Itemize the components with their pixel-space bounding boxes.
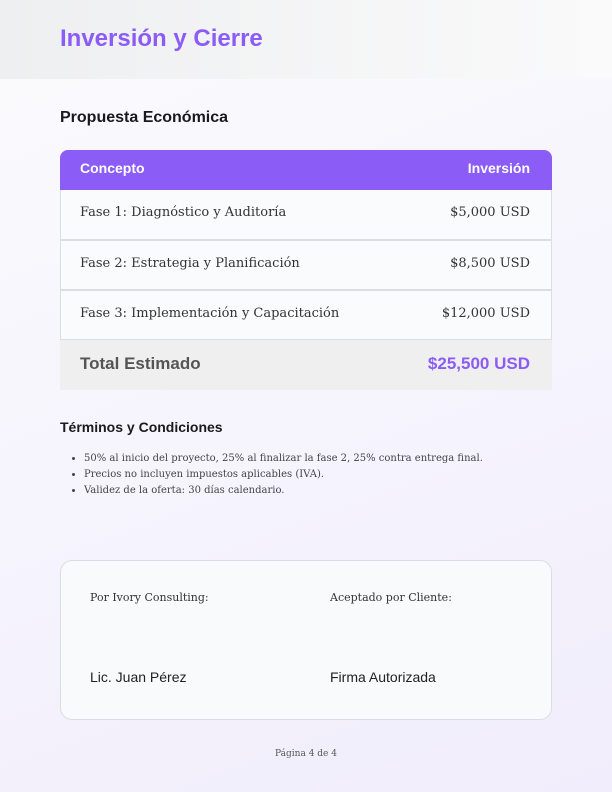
signature-label-company: Por Ivory Consulting:	[90, 591, 209, 604]
table-row	[60, 190, 552, 240]
section-heading-proposal: Propuesta Económica	[60, 109, 229, 126]
page-header	[0, 0, 612, 79]
concept-cell: Fase 3: Implementación y Capacitación	[80, 305, 340, 321]
amount-cell: $8,500 USD	[450, 255, 530, 271]
section-heading-terms: Términos y Condiciones	[60, 419, 223, 435]
investment-table	[60, 150, 552, 390]
total-value: $25,500 USD	[427, 354, 530, 373]
signature-box	[60, 560, 552, 720]
table-row	[60, 290, 552, 340]
signature-name-client: Firma Autorizada	[330, 669, 436, 685]
concept-cell: Fase 2: Estrategia y Planificación	[80, 255, 300, 271]
table-header	[60, 150, 552, 190]
page-title: Inversión y Cierre	[60, 25, 263, 52]
total-label: Total Estimado	[80, 354, 201, 373]
page-number: Página 4 de 4	[275, 749, 337, 759]
terms-list	[84, 451, 483, 499]
amount-cell: $12,000 USD	[441, 305, 530, 321]
signature-label-client: Aceptado por Cliente:	[330, 591, 452, 604]
table-row	[60, 240, 552, 290]
list-item: • Precios no incluyen impuestos aplicables (IVA).	[84, 467, 483, 483]
list-item: • 50% al inicio del proyecto, 25% al finalizar la fase 2, 25% contra entrega final.	[84, 451, 483, 467]
list-item: • Validez de la oferta: 30 días calendario.	[84, 483, 483, 499]
column-header-concept: Concepto	[80, 160, 145, 176]
concept-cell: Fase 1: Diagnóstico y Auditoría	[80, 205, 287, 220]
signature-name-company: Lic. Juan Pérez	[90, 669, 187, 685]
total-row	[60, 340, 552, 390]
column-header-investment: Inversión	[467, 160, 530, 176]
amount-cell: $5,000 USD	[450, 205, 530, 220]
